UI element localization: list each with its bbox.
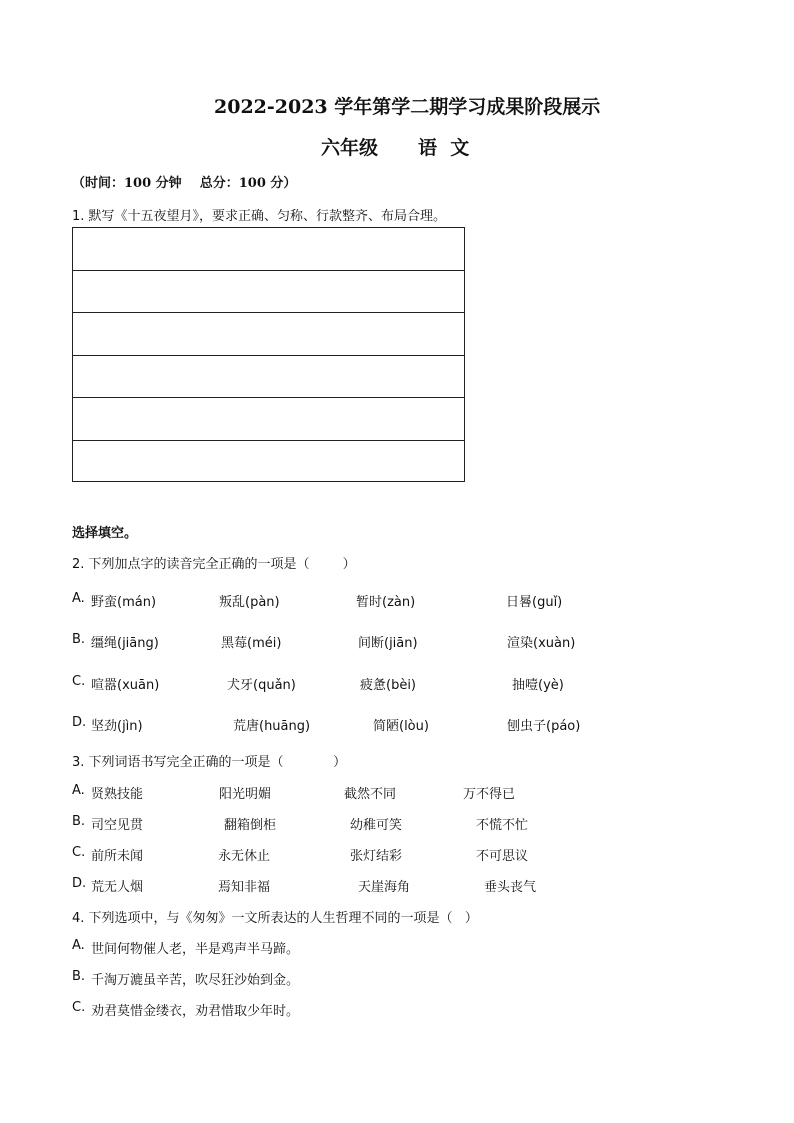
- option-letter: A.: [72, 591, 85, 606]
- option-letter: D.: [72, 876, 87, 891]
- writing-line[interactable]: [73, 356, 464, 399]
- writing-line[interactable]: [73, 441, 464, 484]
- option-letter: A.: [72, 938, 85, 953]
- option-item: 日晷(guǐ): [506, 595, 563, 610]
- option-item: 刨虫子(páo): [507, 719, 581, 734]
- writing-line[interactable]: [73, 271, 464, 314]
- option-item: 间断(jiān): [358, 636, 418, 651]
- option-item: 荒无人烟: [91, 880, 144, 895]
- option-item: 永无休止: [218, 849, 271, 864]
- option-item: 焉知非福: [218, 880, 271, 895]
- option-letter: B.: [72, 969, 86, 984]
- grade-label: 六年级: [321, 137, 379, 159]
- option-text: 世间何物催人老，半是鸡声半马蹄。: [91, 942, 300, 957]
- option-text: 劝君莫惜金缕衣，劝君惜取少年时。: [91, 1004, 300, 1019]
- exam-meta: （时间：100 分钟 总分：100 分）: [72, 176, 297, 191]
- option-letter: B.: [72, 814, 86, 829]
- option-item: 贤熟技能: [91, 787, 144, 802]
- option-item: 野蛮(mán): [91, 595, 157, 610]
- section-title: 选择填空。: [72, 526, 138, 541]
- option-item: 翻箱倒柜: [224, 818, 277, 833]
- option-item: 荒唐(huāng): [233, 719, 311, 734]
- option-letter: B.: [72, 632, 86, 647]
- option-item: 黑莓(méi): [221, 636, 282, 651]
- option-item: 张灯结彩: [350, 849, 403, 864]
- option-letter: C.: [72, 845, 86, 860]
- writing-grid[interactable]: [72, 227, 465, 482]
- writing-line[interactable]: [73, 398, 464, 441]
- option-item: 暂时(zàn): [356, 595, 416, 610]
- option-item: 喧嚣(xuān): [91, 678, 160, 693]
- option-item: 司空见贯: [91, 818, 144, 833]
- option-item: 不慌不忙: [476, 818, 529, 833]
- option-item: 犬牙(quǎn): [227, 678, 296, 693]
- option-item: 幼稚可笑: [350, 818, 403, 833]
- option-item: 抽噎(yè): [512, 678, 564, 693]
- option-item: 简陋(lòu): [373, 719, 429, 734]
- writing-line[interactable]: [73, 228, 464, 271]
- option-letter: A.: [72, 783, 85, 798]
- question-3-prompt: 3. 下列词语书写完全正确的一项是（ ）: [72, 755, 347, 770]
- subject-label: 语 文: [418, 137, 470, 159]
- option-item: 不可思议: [476, 849, 529, 864]
- question-4-prompt: 4. 下列选项中，与《匆匆》一文所表达的人生哲理不同的一项是（ ）: [72, 911, 478, 926]
- option-item: 疲惫(bèi): [360, 678, 417, 693]
- option-item: 垂头丧气: [484, 880, 537, 895]
- option-item: 万不得已: [463, 787, 516, 802]
- question-2-prompt: 2. 下列加点字的读音完全正确的一项是（ ）: [72, 557, 356, 572]
- option-letter: C.: [72, 1000, 86, 1015]
- option-letter: C.: [72, 674, 86, 689]
- option-item: 截然不同: [344, 787, 397, 802]
- option-item: 坚劲(jìn): [91, 719, 143, 734]
- option-item: 渲染(xuàn): [507, 636, 576, 651]
- option-item: 叛乱(pàn): [219, 595, 280, 610]
- writing-line[interactable]: [73, 313, 464, 356]
- option-text: 千淘万漉虽辛苦，吹尽狂沙始到金。: [91, 973, 300, 988]
- question-1-prompt: 1. 默写《十五夜望月》，要求正确、匀称、行款整齐、布局合理。: [72, 209, 447, 224]
- option-item: 缰绳(jiāng): [91, 636, 159, 651]
- option-letter: D.: [72, 715, 87, 730]
- option-item: 天崖海角: [358, 880, 411, 895]
- option-item: 阳光明媚: [219, 787, 272, 802]
- option-item: 前所未闻: [91, 849, 144, 864]
- exam-title: 2022-2023 学年第学二期学习成果阶段展示: [214, 96, 601, 118]
